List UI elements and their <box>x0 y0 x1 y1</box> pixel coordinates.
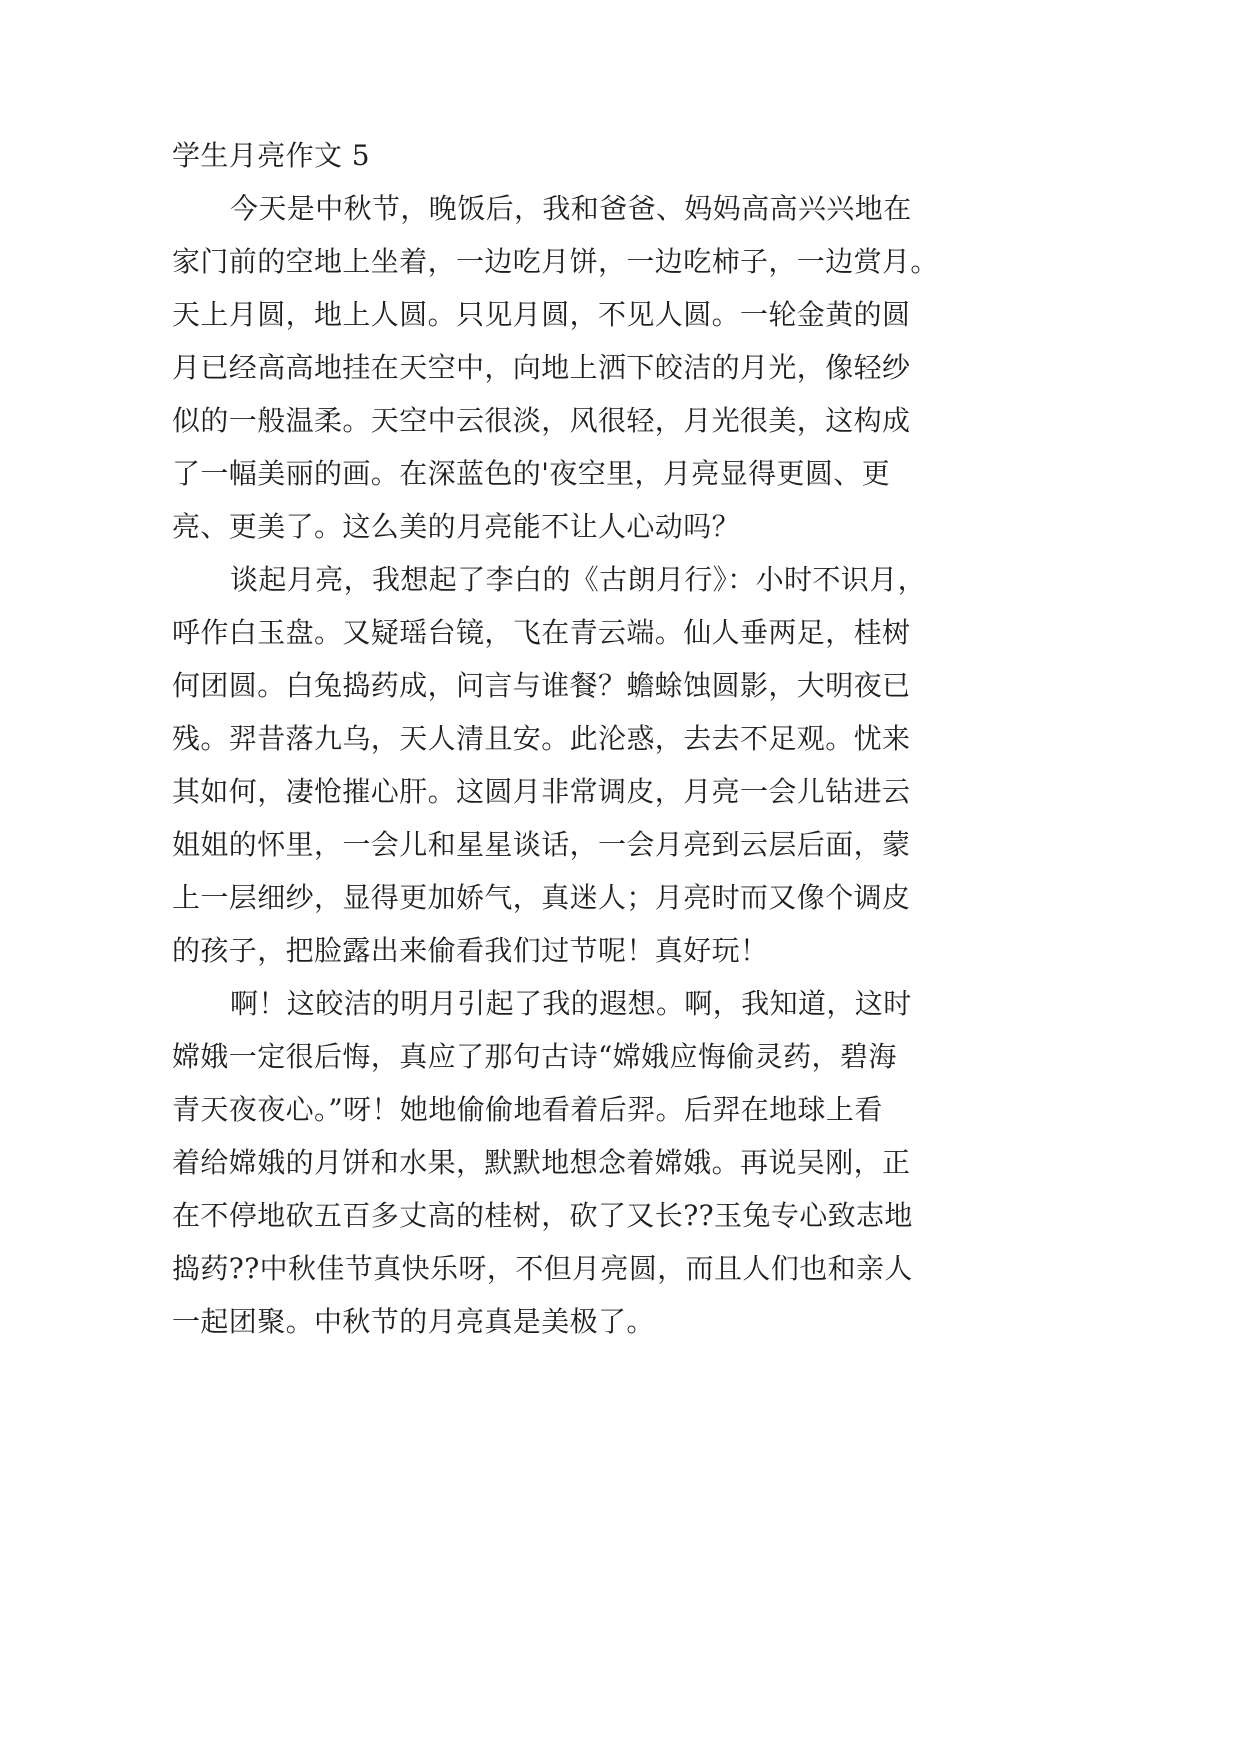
paragraph-line: 嫦娥一定很后悔，真应了那句古诗“嫦娥应悔偷灵药，碧海 <box>172 1040 897 1073</box>
paragraph-line: 了一幅美丽的画。在深蓝色的'夜空里，月亮显得更圆、更 <box>172 457 891 490</box>
paragraph-line: 今天是中秋节，晚饭后，我和爸爸、妈妈高高兴兴地在 <box>230 192 912 225</box>
paragraph-line: 姐姐的怀里，一会儿和星星谈话，一会月亮到云层后面，蒙 <box>172 828 911 861</box>
document-body <box>172 129 1172 1348</box>
paragraph-line: 残。羿昔落九乌，天人清且安。此沦惑，去去不足观。忧来 <box>172 722 911 755</box>
paragraph-3 <box>172 977 1172 1348</box>
paragraph-line: 月已经高高地挂在天空中，向地上洒下皎洁的月光，像轻纱 <box>172 351 911 384</box>
paragraph-line: 着给嫦娥的月饼和水果，默默地想念着嫦娥。再说吴刚，正 <box>172 1146 911 1179</box>
paragraph-line: 在不停地砍五百多丈高的桂树，砍了又长??玉兔专心致志地 <box>172 1199 913 1232</box>
paragraph-line: 谈起月亮，我想起了李白的《古朗月行》：小时不识月， <box>230 563 927 596</box>
paragraph-line: 家门前的空地上坐着，一边吃月饼，一边吃柿子，一边赏月。 <box>172 245 939 278</box>
paragraph-line: 的孩子，把脸露出来偷看我们过节呢！真好玩！ <box>172 934 769 967</box>
paragraph-line: 啊！这皎洁的明月引起了我的遐想。啊，我知道，这时 <box>230 987 912 1020</box>
paragraph-line: 其如何，凄怆摧心肝。这圆月非常调皮，月亮一会儿钻进云 <box>172 775 911 808</box>
paragraph-line: 青天夜夜心。”呀！她地偷偷地看着后羿。后羿在地球上看 <box>172 1093 883 1126</box>
document-title: 学生月亮作文 5 <box>172 139 370 172</box>
paragraph-line: 呼作白玉盘。又疑瑶台镜，飞在青云端。仙人垂两足，桂树 <box>172 616 911 649</box>
paragraph-line: 一起团聚。中秋节的月亮真是美极了。 <box>172 1305 655 1338</box>
paragraph-line: 何团圆。白兔捣药成，问言与谁餐？蟾蜍蚀圆影，大明夜已 <box>172 669 911 702</box>
paragraph-1 <box>172 182 1172 553</box>
paragraph-line: 上一层细纱，显得更加娇气，真迷人；月亮时而又像个调皮 <box>172 881 911 914</box>
paragraph-2 <box>172 553 1172 977</box>
paragraph-line: 捣药??中秋佳节真快乐呀，不但月亮圆，而且人们也和亲人 <box>172 1252 913 1285</box>
paragraph-line: 似的一般温柔。天空中云很淡，风很轻，月光很美，这构成 <box>172 404 911 437</box>
paragraph-line: 天上月圆，地上人圆。只见月圆，不见人圆。一轮金黄的圆 <box>172 298 911 331</box>
paragraph-line: 亮、更美了。这么美的月亮能不让人心动吗？ <box>172 510 741 543</box>
